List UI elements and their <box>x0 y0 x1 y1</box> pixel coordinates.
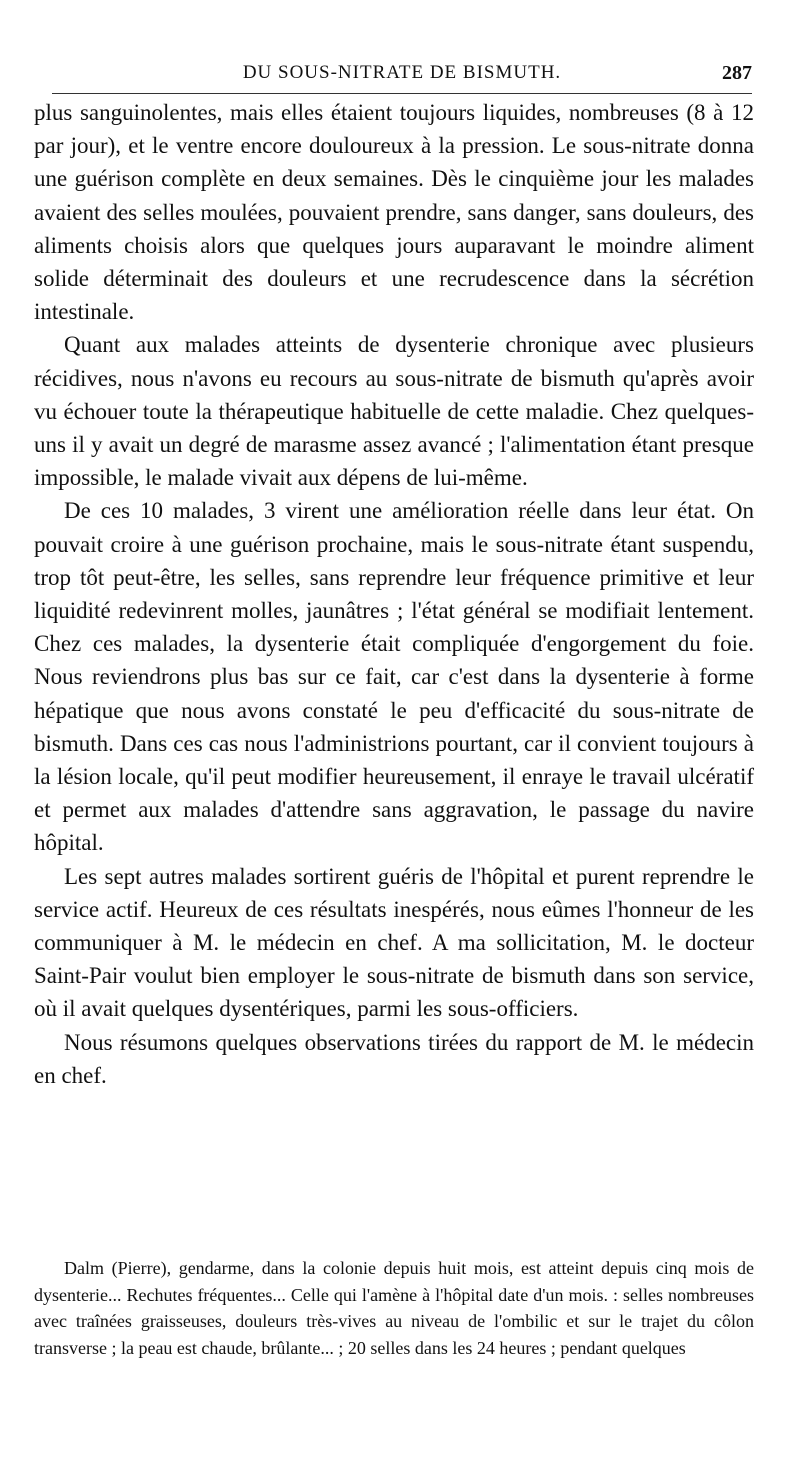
paragraph: Nous résumons quelques observations tirées du rapport de M. le médecin en chef. <box>34 1029 754 1088</box>
observation-paragraph: Dalm (Pierre), gendarme, dans la colonie depuis huit mois, est atteint depuis cinq mois de dysenterie... Rechutes fréquentes... Celle qui l'amène à l'hôpital date d'un mois. : selles nombreuses avec traînées graisseuses, douleurs très-vives au niveau de l'ombilic et sur le trajet du côlon transverse ; la peau est chaude, brûlante... ; 20 selles dans les 24 heures ; pendant quelques <box>34 1258 754 1358</box>
paragraph: Les sept autres malades sortirent guéris de l'hôpital et purent reprendre le service actif. Heureux de ces résultats inespérés, nous eûmes l'honneur de les communiquer à M. le médecin en chef. A ma sollicitation, M. le docteur Saint-Pair voulut bien employer le sous-nitrate de bismuth dans son service, où il avait quelques dysentériques, parmi les sous-officiers. <box>34 863 754 1022</box>
paragraph: De ces 10 malades, 3 virent une amélioration réelle dans leur état. On pouvait croire à une guérison prochaine, mais le sous-nitrate étant suspendu, trop tôt peut-être, les selles, sans reprendre leur fréquence primitive et leur liquidité redevinrent molles, jaunâtres ; l'état général se modifiait lentement. Chez ces malades, la dysenterie était compliquée d'engorgement du foie. Nous reviendrons plus bas sur ce fait, car c'est dans la dysenterie à forme hépatique que nous avons constaté le peu d'efficacité du sous-nitrate de bismuth. Dans ces cas nous l'administrions pourtant, car il convient toujours à la lésion locale, qu'il peut modifier heureusement, il enraye le travail ulcératif et permet aux malades d'attendre sans aggravation, le passage du navire hôpital. <box>34 498 754 856</box>
body-text <box>34 96 754 1092</box>
paragraph: Quant aux malades atteints de dysenterie chronique avec plusieurs récidives, nous n'avons eu recours au sous-nitrate de bismuth qu'après avoir vu échouer toute la thérapeutique habituelle de cette maladie. Chez quelques-uns il y avait un degré de marasme assez avancé ; l'alimentation étant presque impossible, le malade vivait aux dépens de lui-même. <box>34 332 754 491</box>
page-header <box>52 62 752 92</box>
paragraph: plus sanguinolentes, mais elles étaient toujours liquides, nombreuses (8 à 12 par jour), et le ventre encore douloureux à la pression. Le sous-nitrate donna une guérison complète en deux semaines. Dès le cinquième jour les malades avaient des selles moulées, pouvaient prendre, sans danger, sans douleurs, des aliments choisis alors que quelques jours auparavant le moindre aliment solide déterminait des douleurs et une recrudescence dans la sécrétion intestinale. <box>34 100 754 325</box>
header-rule <box>52 93 752 94</box>
observation-notes <box>34 1255 754 1361</box>
running-title: DU SOUS-NITRATE DE BISMUTH. <box>242 62 562 83</box>
page-number: 287 <box>722 62 752 84</box>
